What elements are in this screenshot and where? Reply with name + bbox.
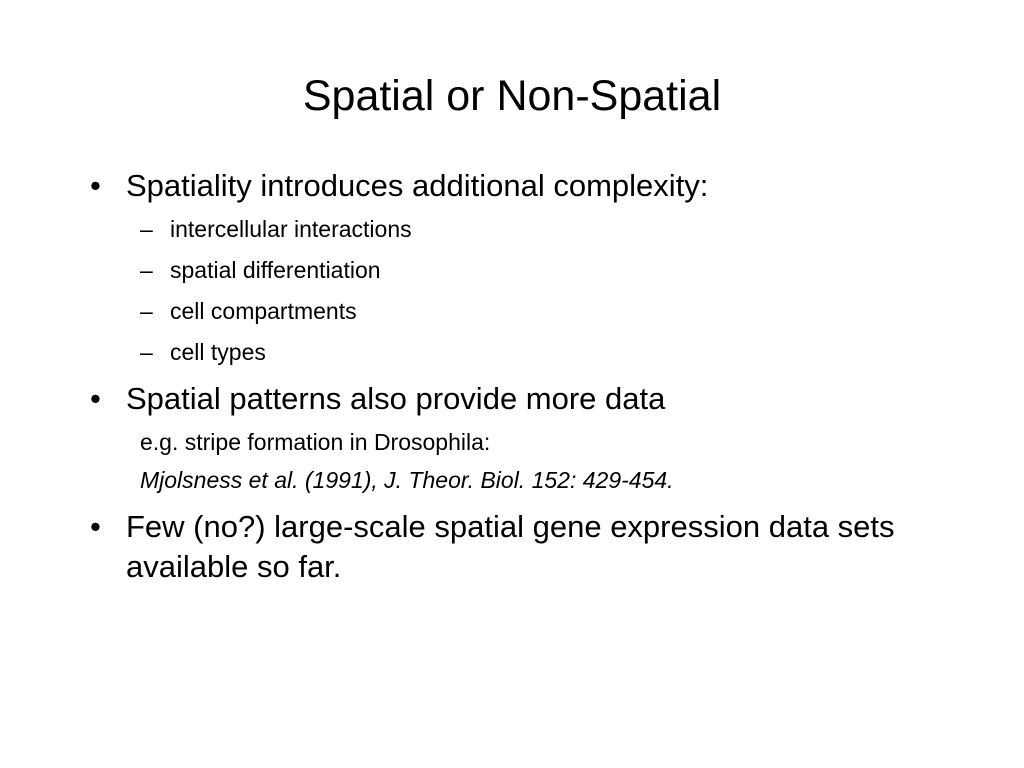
bullet-marker: • [90, 509, 101, 544]
bullet-item [90, 166, 916, 206]
sub-item [140, 337, 266, 367]
sub-text: cell compartments [170, 298, 357, 324]
citation-text: Mjolsness et al. (1991), J. Theor. Biol. 152: 429-454. [140, 467, 674, 493]
bullet-text: Few (no?) large-scale spatial gene expression data sets available so far. [126, 509, 895, 584]
sub-marker: – [140, 298, 153, 324]
bullet-marker: • [90, 381, 101, 416]
bullet-item [90, 507, 916, 587]
bullet-marker: • [90, 168, 101, 203]
sub-item [140, 255, 381, 285]
sub-text: cell types [170, 339, 266, 365]
sub-text: spatial differentiation [170, 257, 381, 283]
note-text: e.g. stripe formation in Drosophila: [140, 429, 491, 455]
sub-item [140, 296, 357, 326]
sub-marker: – [140, 257, 153, 283]
sub-marker: – [140, 216, 153, 242]
sub-item [140, 214, 412, 244]
slide-title: Spatial or Non-Spatial [302, 72, 722, 120]
bullet-text: Spatiality introduces additional complexity: [126, 168, 709, 203]
sub-marker: – [140, 339, 153, 365]
bullet-text: Spatial patterns also provide more data [126, 381, 666, 416]
bullet-item [90, 379, 916, 419]
sub-text: intercellular interactions [170, 216, 412, 242]
